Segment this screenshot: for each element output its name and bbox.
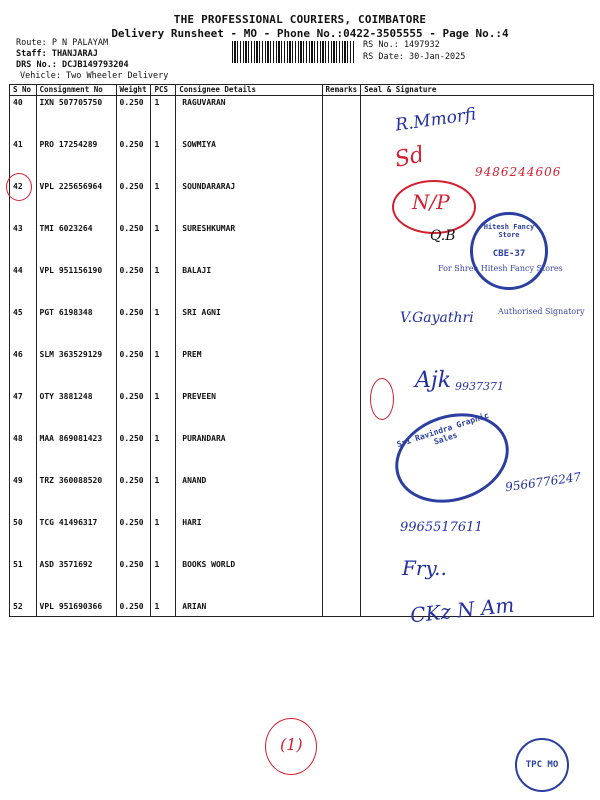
cell-sno: 44 [10,264,37,306]
cell-consignment: SLM 363529129 [36,348,116,390]
phone-47: 9937371 [455,380,504,393]
cell-sno: 43 [10,222,37,264]
signature-52: CKz N Am [409,592,516,628]
col-remarks: Remarks [322,85,361,96]
phone-50: 9965517611 [400,520,483,535]
cell-pcs: 1 [151,180,176,222]
graphic-stamp-text: Sri Ravindra Graphic Sales [395,410,491,450]
cell-pcs: 1 [151,474,176,516]
cell-sno: 52 [10,600,37,617]
cell-consignment: IXN 507705750 [36,96,116,139]
phone-49: 9566776247 [504,469,582,495]
table-header [10,85,594,96]
barcode [232,41,354,63]
cell-remarks [322,222,361,264]
cell-weight: 0.250 [116,222,151,264]
cell-sno: 47 [10,390,37,432]
cell-remarks [322,558,361,600]
cell-weight: 0.250 [116,264,151,306]
col-weight: Weight [116,85,151,96]
rs-number: RS No.: 1497932 [363,40,440,50]
cell-remarks [322,306,361,348]
circle-mark-1: (1) [280,735,303,754]
scribble-47: Ajk [415,368,452,393]
col-sno: S No [10,85,37,96]
cell-weight: 0.250 [116,306,151,348]
cell-pcs: 1 [151,558,176,600]
cell-signature [361,558,594,600]
cell-consignee: BOOKS WORLD [176,558,322,600]
cell-pcs: 1 [151,138,176,180]
runsheet-table [9,84,594,617]
stamp-for-line: For Shree Hitesh Fancy Stores [438,264,563,273]
cell-weight: 0.250 [116,432,151,474]
cell-consignment: TRZ 360088520 [36,474,116,516]
cell-consignee: BALAJI [176,264,322,306]
red-bracket-47 [370,378,394,420]
cell-consignee: ANAND [176,474,322,516]
cell-consignment: TMI 6023264 [36,222,116,264]
cell-weight: 0.250 [116,138,151,180]
cell-consignment: VPL 225656964 [36,180,116,222]
col-consignee: Consignee Details [176,85,322,96]
table-row [10,516,594,558]
route-label: Route: P N PALAYAM [16,38,109,48]
cell-remarks [322,180,361,222]
cell-sno: 40 [10,96,37,139]
cell-consignment: OTY 3881248 [36,390,116,432]
cell-pcs: 1 [151,222,176,264]
cell-weight: 0.250 [116,600,151,617]
col-consignment: Consignment No [36,85,116,96]
signature-42: N/P [412,190,450,214]
signature-43: Q.B [430,228,456,244]
cell-remarks [322,432,361,474]
staff-label: Staff: THANJARAJ [16,49,98,59]
cell-sno: 46 [10,348,37,390]
cell-sno: 41 [10,138,37,180]
cell-sno: 42 [10,180,37,222]
table-row [10,348,594,390]
cell-consignee: SRI AGNI [176,306,322,348]
cell-pcs: 1 [151,516,176,558]
vehicle-label: Vehicle: Two Wheeler Delivery [20,71,169,81]
runsheet-subtitle: Delivery Runsheet - MO - Phone No.:0422-3505555 - Page No.:4 [111,27,509,40]
hitesh-stamp-inner: CBE-37 [492,249,526,259]
cell-remarks [322,264,361,306]
col-pcs: PCS [151,85,176,96]
signature-40: R.Mmorfi [394,104,478,136]
table-row [10,390,594,432]
cell-consignee: PREM [176,348,322,390]
cell-consignee: SOWMIYA [176,138,322,180]
cell-remarks [322,348,361,390]
cell-remarks [322,138,361,180]
cell-weight: 0.250 [116,390,151,432]
cell-pcs: 1 [151,432,176,474]
col-signature: Seal & Signature [361,85,594,96]
hitesh-stamp-text: Hitesh Fancy Store [483,223,535,239]
cell-weight: 0.250 [116,96,151,139]
cell-sno: 49 [10,474,37,516]
table-row [10,96,594,139]
drs-number: DRS No.: DCJB149793204 [16,60,129,70]
cell-consignee: PURANDARA [176,432,322,474]
rs-date: RS Date: 30-Jan-2025 [363,52,466,62]
phone-41: 9486244606 [475,165,562,179]
cell-sno: 48 [10,432,37,474]
cell-pcs: 1 [151,96,176,139]
cell-sno: 50 [10,516,37,558]
cell-pcs: 1 [151,600,176,617]
cell-weight: 0.250 [116,180,151,222]
signature-51: Fry.. [402,556,447,580]
cell-consignment: ASD 3571692 [36,558,116,600]
signature-45: V.Gayathri [400,310,474,326]
cell-consignee: SURESHKUMAR [176,222,322,264]
cell-weight: 0.250 [116,474,151,516]
cell-remarks [322,96,361,139]
cell-sno: 45 [10,306,37,348]
stamp-authorised: Authorised Signatory [498,307,585,316]
red-ring-42 [6,173,32,201]
cell-consignee: RAGUVARAN [176,96,322,139]
cell-consignment: MAA 869081423 [36,432,116,474]
cell-remarks [322,474,361,516]
cell-consignment: VPL 951156190 [36,264,116,306]
cell-weight: 0.250 [116,348,151,390]
cell-sno: 51 [10,558,37,600]
cell-pcs: 1 [151,390,176,432]
hitesh-stamp [470,212,548,290]
cell-remarks [322,390,361,432]
cell-pcs: 1 [151,348,176,390]
cell-consignee: PREVEEN [176,390,322,432]
cell-consignment: PRO 17254289 [36,138,116,180]
cell-consignment: PGT 6198348 [36,306,116,348]
tpc-stamp: TPC MO [515,738,569,792]
cell-weight: 0.250 [116,558,151,600]
cell-remarks [322,516,361,558]
cell-weight: 0.250 [116,516,151,558]
scribble-41: Sd [392,142,427,173]
cell-consignee: ARIAN [176,600,322,617]
runsheet-title: THE PROFESSIONAL COURIERS, COIMBATORE [173,13,427,26]
cell-consignee: HARI [176,516,322,558]
cell-pcs: 1 [151,264,176,306]
cell-remarks [322,600,361,617]
cell-consignment: VPL 951690366 [36,600,116,617]
cell-pcs: 1 [151,306,176,348]
cell-consignment: TCG 41496317 [36,516,116,558]
cell-consignee: SOUNDARARAJ [176,180,322,222]
